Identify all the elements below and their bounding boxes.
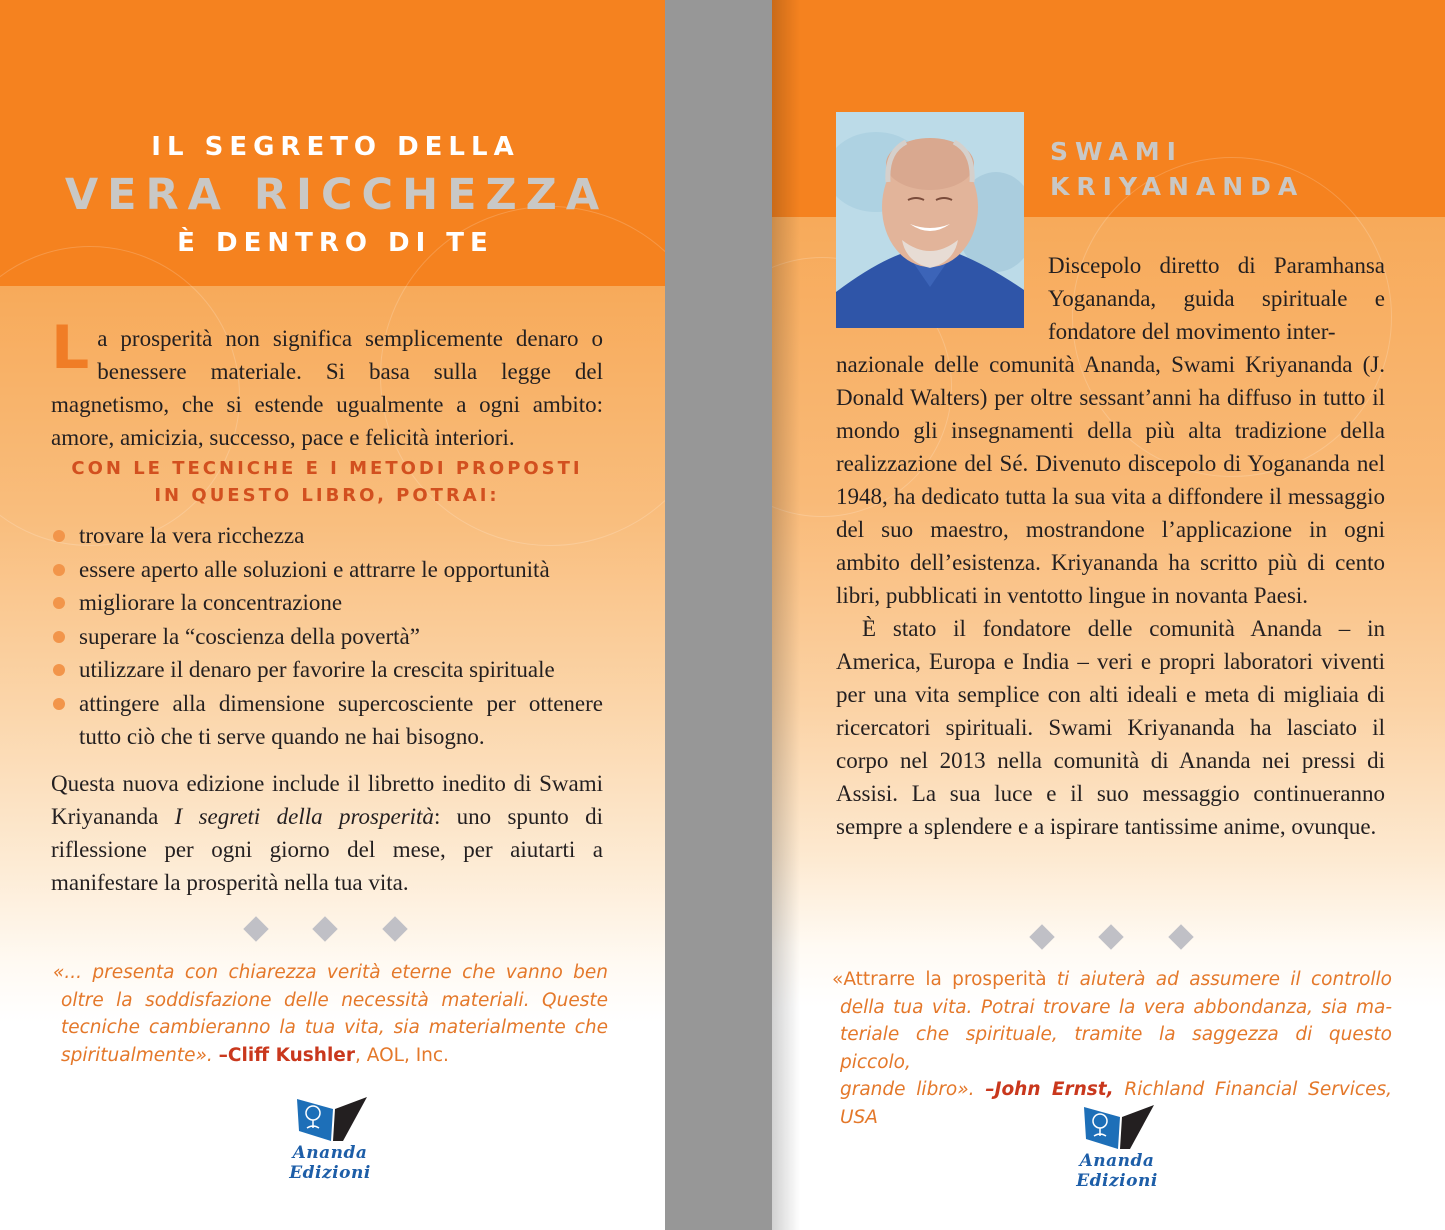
- list-item: [51, 653, 603, 687]
- quote-line: tecniche cambieranno la tua vita, sia materialmente che: [61, 1017, 608, 1038]
- quote-affiliation: Richland Financial Services, USA: [840, 1079, 1392, 1128]
- benefits-heading-line-2: IN QUESTO LIBRO, POTRAI:: [154, 485, 500, 506]
- list-item-text: attingere alla dimensione supercosciente per ottenere tutto ciò che ti serve quando ne hai bisogno.: [79, 690, 603, 749]
- diamond-icon: [382, 916, 407, 941]
- bio-paragraph-1: nazionale delle comunità Ananda, Swami Kriyananda (J. Donald Walters) per oltre sessant’anni ha diffuso in tutto il mondo gli insegnamenti della più alta tradizione della realizzazione del Sé. Divenuto discepolo di Yogananda nel 1948, ha dedicato tutta la sua vita a diffondere il messaggio del suo maestro, mostrandone l’applicazione in ogni ambito dell’esistenza. Kriyananda ha scritto più di cento libri, pubblicati in ventotto lingue in novanta Paesi.: [836, 352, 1385, 608]
- quote-line: [832, 966, 1392, 994]
- list-item-text: superare la “coscienza della povertà”: [79, 623, 420, 649]
- list-item-text: utilizzare il denaro per favorire la crescita spirituale: [79, 657, 555, 682]
- testimonial-quote: [53, 959, 608, 1069]
- bio-paragraph-2: È stato il fondatore delle comunità Ananda – in America, Europa e India – veri e propri laboratori viventi per una vita semplice con alti ideali e meta di migliaia di ricercatori spirituali. Swami Kriyananda ha lasciato il corpo nel 2013 nella comunità di Ananda nei pressi di Assisi. La sua luce e il suo messaggio continueranno sempre a splendere e a ispirare tantissime anime, ovunque.: [836, 616, 1385, 839]
- publisher-name: Ananda Edizioni: [289, 1143, 371, 1183]
- ornament-divider: [247, 920, 407, 940]
- quote-line: della tua vita. Potrai trovare la vera abbondanza, sia ma-: [840, 996, 1392, 1018]
- quote-line-text: grande libro».: [840, 1079, 986, 1100]
- author-portrait-icon: [836, 112, 1024, 328]
- quote-line: [53, 1042, 608, 1070]
- publisher-logo: [255, 1095, 405, 1183]
- quote-line-text: spiritualmente».: [61, 1044, 219, 1066]
- quote-line-text: ti aiuterà ad assumere il controllo: [1056, 969, 1392, 990]
- quote-line: oltre la soddisfazione delle necessità materiali. Queste: [61, 989, 608, 1011]
- list-item: [51, 519, 603, 553]
- edition-text: Questa nuova edizione include il libretto inedito di Swami Kriyananda: [51, 771, 603, 829]
- intro-text: a prosperità non significa semplicemente denaro o benessere materiale. Si basa sulla legge del magnetismo, che si estende ugualmente a ogni ambito: amore, amicizia, successo, pace e felicità interiori.: [51, 326, 603, 450]
- benefits-list: [51, 519, 603, 754]
- drop-cap: L: [51, 313, 90, 383]
- back-cover-left-page: [0, 0, 665, 1230]
- list-item: [51, 553, 603, 587]
- bullet-icon: [53, 597, 65, 609]
- quote-affiliation: , AOL, Inc.: [354, 1044, 449, 1066]
- diamond-icon: [1168, 924, 1193, 949]
- booklet-title: I segreti della prosperità: [174, 804, 434, 829]
- edition-text-end: : uno spunto di riflessione per ogni giorno del mese, per aiutarti a manifestare la prosperità nella tua vita.: [51, 804, 603, 895]
- author-name-line-2: KRIYANANDA: [1050, 172, 1305, 201]
- author-name-line-1: SWAMI: [1050, 137, 1183, 166]
- bullet-icon: [53, 698, 65, 710]
- diamond-icon: [1098, 924, 1123, 949]
- list-item: [51, 687, 603, 754]
- quote-author: –John Ernst,: [985, 1079, 1114, 1100]
- intro-paragraph: [51, 313, 603, 454]
- title-line-3: È DENTRO DI TE: [177, 228, 494, 258]
- bullet-icon: [53, 564, 65, 576]
- list-item-text: trovare la vera ricchezza: [79, 523, 305, 548]
- open-book-tree-icon: [1080, 1103, 1156, 1151]
- diamond-icon: [1029, 924, 1054, 949]
- bio-intro: Discepolo diretto di Paramhansa Yogananda, guida spirituale e fondatore del movimento inter-: [1048, 253, 1385, 344]
- bio-body: [836, 348, 1385, 843]
- back-flap-right-page: [772, 0, 1445, 1230]
- benefits-heading-line-1: CON LE TECNICHE E I METODI PROPOSTI: [71, 458, 583, 479]
- book-spine-gap: [665, 0, 772, 1230]
- ornament-divider: [1033, 928, 1193, 948]
- bullet-icon: [53, 530, 65, 542]
- bullet-icon: [53, 664, 65, 676]
- publisher-logo: [1042, 1103, 1192, 1191]
- open-book-tree-icon: [293, 1095, 369, 1143]
- diamond-icon: [243, 916, 268, 941]
- title-line-1: IL SEGRETO DELLA: [151, 132, 520, 162]
- author-photo: [836, 112, 1024, 328]
- quote-author: –Cliff Kushler: [218, 1044, 355, 1066]
- list-item-text: migliorare la concentrazione: [79, 590, 343, 615]
- list-item-text: essere aperto alle soluzioni e attrarre le opportunità: [79, 556, 550, 582]
- quote-line: «... presenta con chiarezza verità eterne che vanno ben: [53, 962, 608, 983]
- quote-line: teriale che spirituale, tramite la saggezza di questo piccolo,: [840, 1024, 1392, 1073]
- list-item: [51, 586, 603, 620]
- diamond-icon: [312, 916, 337, 941]
- bullet-icon: [53, 631, 65, 643]
- edition-paragraph: [51, 767, 603, 899]
- benefits-heading: [51, 455, 603, 509]
- list-item: [51, 620, 603, 654]
- quote-lead: «Attrarre la prosperità: [832, 969, 1057, 990]
- publisher-name: Ananda Edizioni: [1076, 1151, 1158, 1191]
- title-line-2: VERA RICCHEZZA: [64, 170, 609, 220]
